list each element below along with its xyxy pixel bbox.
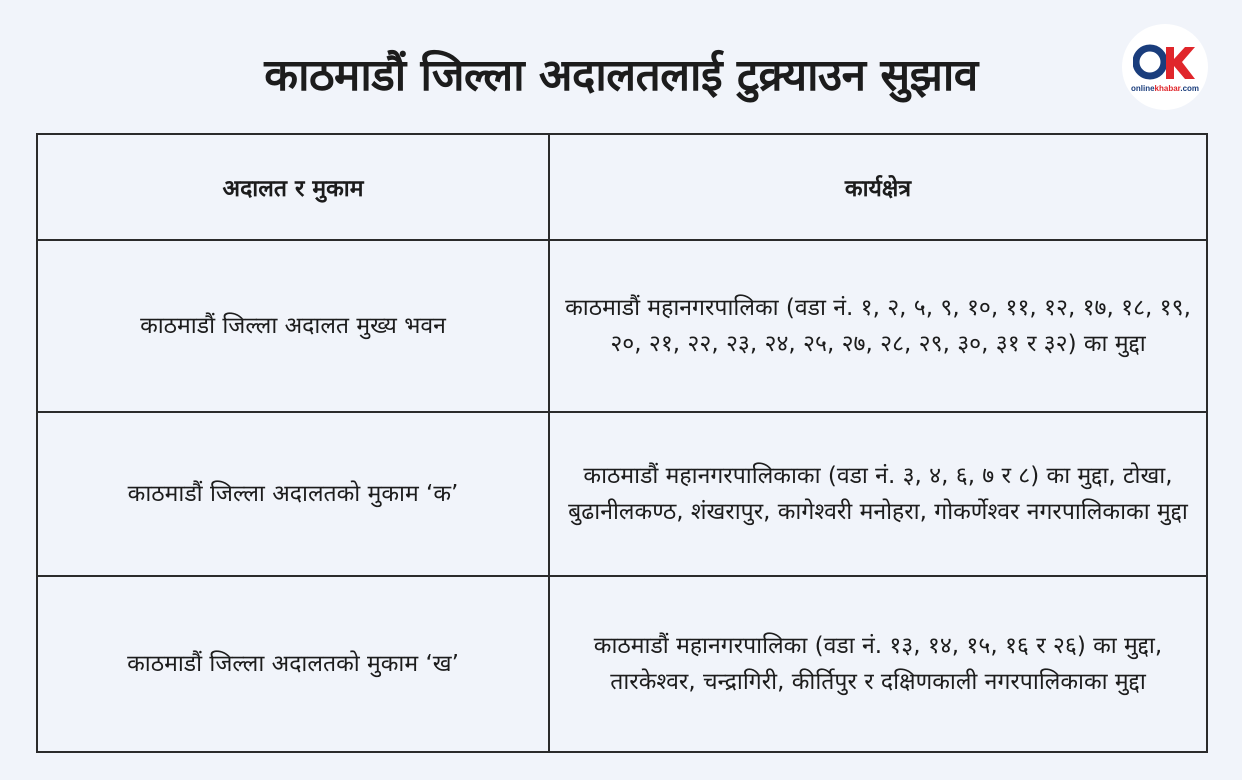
table-row [37,240,1207,412]
table-row [37,412,1207,576]
court-cell: काठमाडौं जिल्ला अदालतको मुकाम ‘ख’ [37,576,549,752]
column-header-jurisdiction: कार्यक्षेत्र [549,134,1207,240]
court-cell: काठमाडौं जिल्ला अदालतको मुकाम ‘क’ [37,412,549,576]
court-jurisdiction-table [36,133,1208,753]
jurisdiction-cell: काठमाडौं महानगरपालिकाका (वडा नं. ३, ४, ६, ७ र ८) का मुद्दा, टोखा, बुढानीलकण्ठ, शंखरापुर, कागेश्वरी मनोहरा, गोकर्णेश्वर नगरपालिकाका मुद्दा [549,412,1207,576]
court-cell: काठमाडौं जिल्ला अदालत मुख्य भवन [37,240,549,412]
page-title: काठमाडौं जिल्ला अदालतलाई टुक्र्याउन सुझाव [264,50,978,101]
onlinekhabar-logo [1122,24,1208,110]
table-header-row [37,134,1207,240]
table-row [37,576,1207,752]
jurisdiction-cell: काठमाडौं महानगरपालिका (वडा नं. १३, १४, १५, १६ र २६) का मुद्दा, तारकेश्वर, चन्द्रागिरी, कीर्तिपुर र दक्षिणकाली नगरपालिकाका मुद्दा [549,576,1207,752]
column-header-court: अदालत र मुकाम [37,134,549,240]
jurisdiction-cell: काठमाडौं महानगरपालिका (वडा नं. १, २, ५, ९, १०, ११, १२, १७, १८, १९, २०, २१, २२, २३, २४, २५, २७, २८, २९, ३०, ३१ र ३२) का मुद्दा [549,240,1207,412]
ok-logo-icon [1133,44,1197,84]
logo-wordmark: onlinekhabar.com [1130,84,1200,93]
